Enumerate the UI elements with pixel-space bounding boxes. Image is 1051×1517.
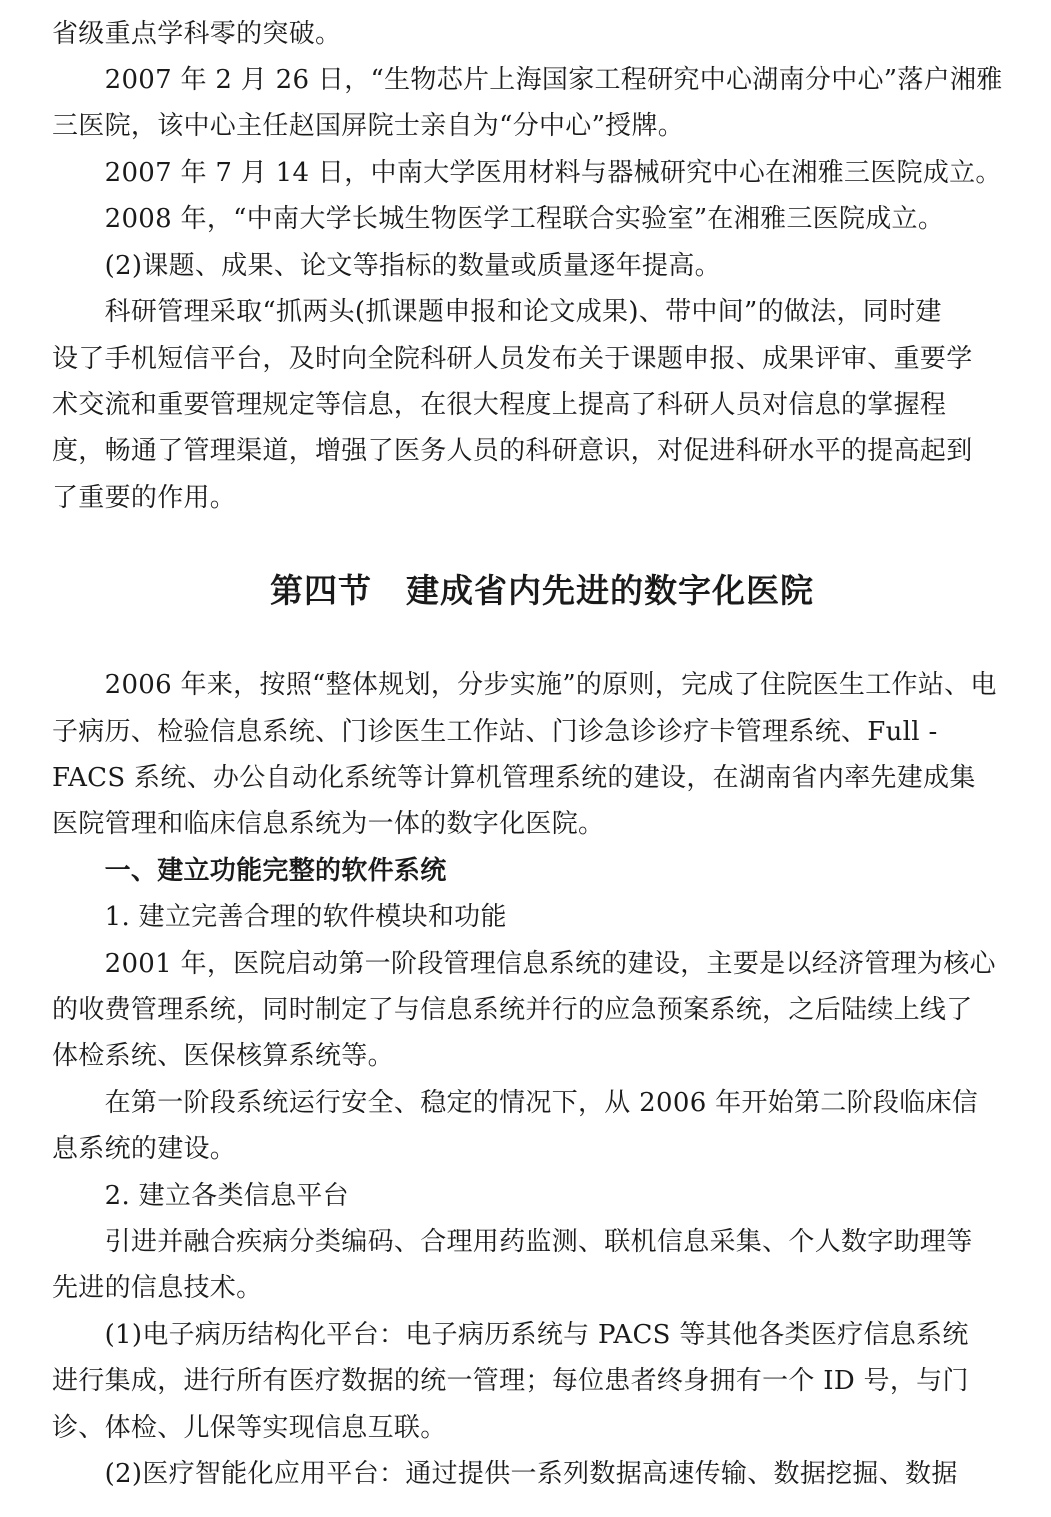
subsection-item: 1. 建立完善合理的软件模块和功能 — [52, 902, 507, 932]
text-line: 度，畅通了管理渠道，增强了医务人员的科研意识，对促进科研水平的提高起到 — [52, 436, 973, 466]
text-line: (1)电子病历结构化平台：电子病历系统与 PACS 等其他各类医疗信息系统 — [52, 1320, 969, 1350]
text-line: 医院管理和临床信息系统为一体的数字化医院。 — [52, 809, 605, 839]
text-line: 了重要的作用。 — [52, 483, 237, 513]
text-line: 子病历、检验信息系统、门诊医生工作站、门诊急诊诊疗卡管理系统、Full - — [52, 717, 938, 747]
text-line: 进行集成，进行所有医疗数据的统一管理；每位患者终身拥有一个 ID 号，与门 — [52, 1366, 969, 1396]
text-line: 设了手机短信平台，及时向全院科研人员发布关于课题申报、成果评审、重要学 — [52, 344, 973, 374]
section-heading: 第四节 建成省内先进的数字化医院 — [270, 571, 814, 610]
text-line: 2001 年，医院启动第一阶段管理信息系统的建设，主要是以经济管理为核心 — [52, 949, 996, 979]
subsection-item: 2. 建立各类信息平台 — [52, 1181, 349, 1211]
text-line: 术交流和重要管理规定等信息，在很大程度上提高了科研人员对信息的掌握程 — [52, 390, 947, 420]
text-line: FACS 系统、办公自动化系统等计算机管理系统的建设，在湖南省内率先建成集 — [52, 763, 976, 793]
text-line: 2008 年，“中南大学长城生物医学工程联合实验室”在湘雅三医院成立。 — [52, 204, 945, 234]
text-line: (2)医疗智能化应用平台：通过提供一系列数据高速传输、数据挖掘、数据 — [52, 1459, 958, 1489]
text-line: (2)课题、成果、论文等指标的数量或质量逐年提高。 — [52, 251, 721, 281]
text-line: 引进并融合疾病分类编码、合理用药监测、联机信息采集、个人数字助理等 — [52, 1227, 973, 1257]
text-line: 2006 年来，按照“整体规划，分步实施”的原则，完成了住院医生工作站、电 — [52, 670, 997, 700]
text-line: 的收费管理系统，同时制定了与信息系统并行的应急预案系统，之后陆续上线了 — [52, 995, 973, 1025]
text-line: 在第一阶段系统运行安全、稳定的情况下，从 2006 年开始第二阶段临床信 — [52, 1088, 979, 1118]
text-line: 省级重点学科零的突破。 — [52, 19, 342, 49]
text-line: 诊、体检、儿保等实现信息互联。 — [52, 1413, 447, 1443]
text-line: 先进的信息技术。 — [52, 1273, 263, 1303]
text-line: 2007 年 2 月 26 日，“生物芯片上海国家工程研究中心湖南分中心”落户湘雅 — [52, 65, 1003, 95]
subsection-heading: 一、建立功能完整的软件系统 — [52, 856, 447, 886]
text-line: 科研管理采取“抓两头(抓课题申报和论文成果)、带中间”的做法，同时建 — [52, 297, 942, 327]
text-line: 三医院，该中心主任赵国屏院士亲自为“分中心”授牌。 — [52, 111, 685, 141]
text-line: 息系统的建设。 — [52, 1134, 237, 1164]
text-line: 体检系统、医保核算系统等。 — [52, 1041, 394, 1071]
text-line: 2007 年 7 月 14 日，中南大学医用材料与器械研究中心在湘雅三医院成立。 — [52, 158, 1002, 188]
